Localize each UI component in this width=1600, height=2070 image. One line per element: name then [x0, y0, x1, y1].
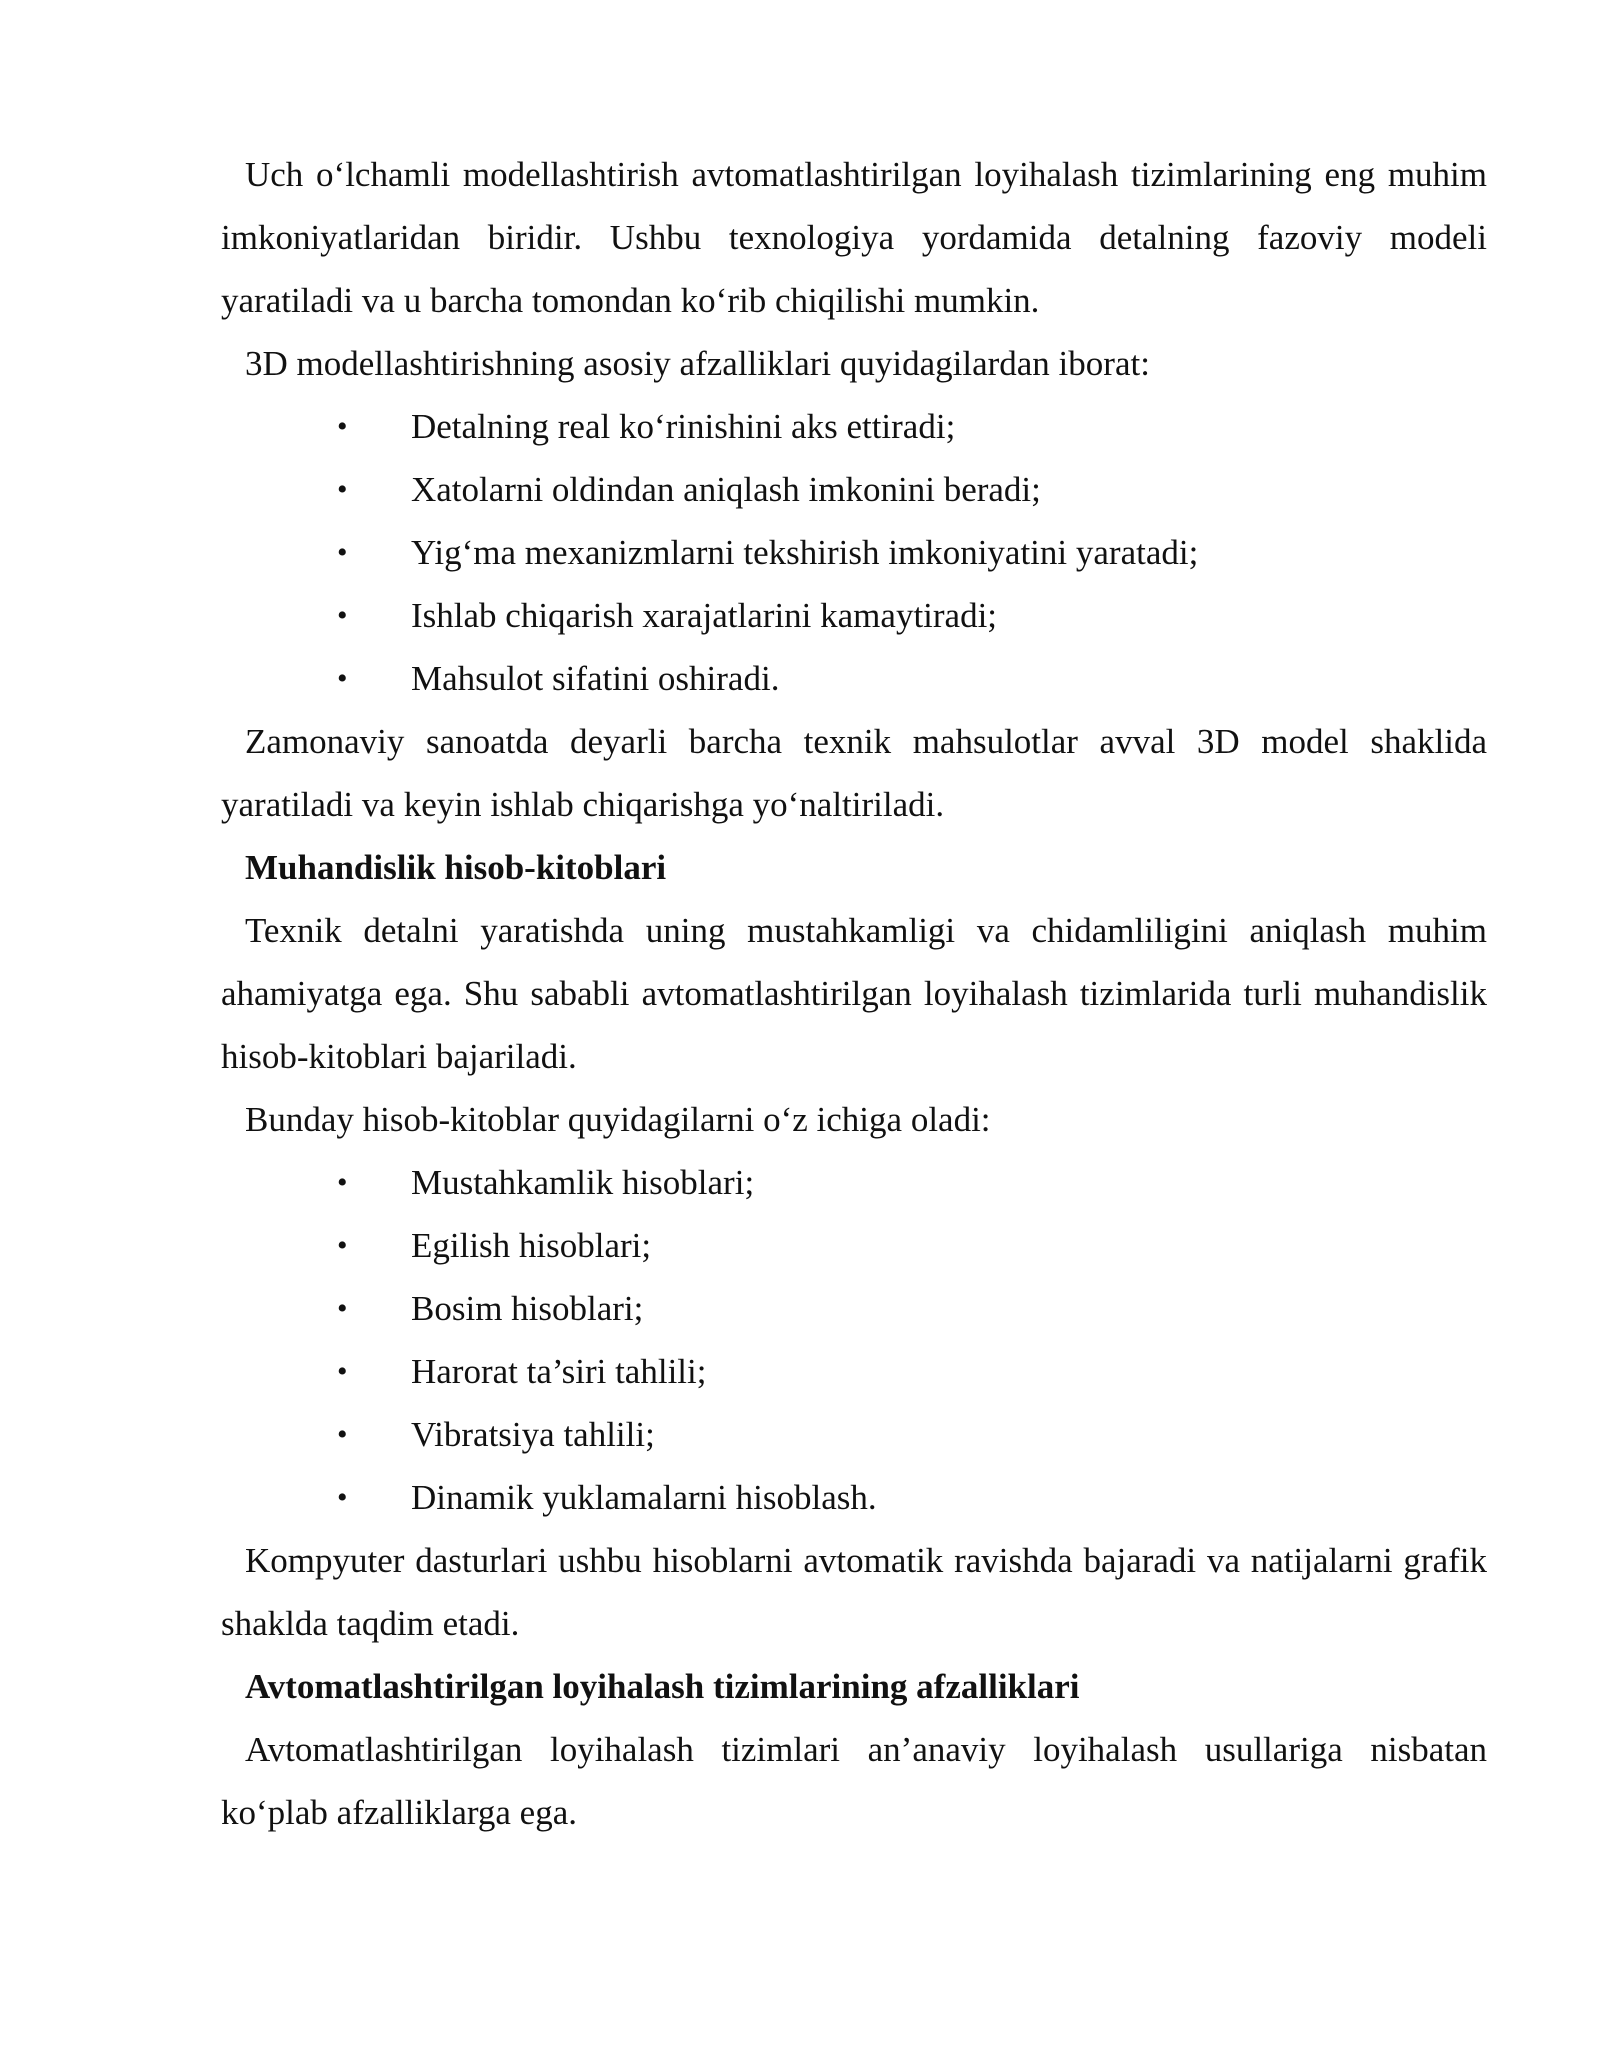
bullet-marker: •	[337, 1418, 348, 1451]
paragraph-3d-advantages-lead: 3D modellashtirishning asosiy afzalliklari quyidagilardan iborat:	[245, 344, 1150, 383]
list-item	[221, 1340, 1487, 1403]
paragraph-modern-industry: Zamonaviy sanoatda deyarli barcha texnik mahsulotlar avval 3D model shaklida yaratiladi va keyin ishlab chiqarishga yo‘naltiriladi.	[221, 722, 1487, 824]
list-item	[221, 647, 1487, 710]
list-item	[221, 1466, 1487, 1529]
list-item-text: Detalning real ko‘rinishini aks ettiradi;	[411, 407, 956, 446]
bullet-marker: •	[337, 473, 348, 506]
list-item	[221, 1214, 1487, 1277]
list-item-text: Egilish hisoblari;	[411, 1226, 652, 1265]
bullet-marker: •	[337, 1229, 348, 1262]
list-item	[221, 1151, 1487, 1214]
bullet-marker: •	[337, 1355, 348, 1388]
list-item	[221, 1277, 1487, 1340]
paragraph-engineering-calculations: Texnik detalni yaratishda uning mustahkamligi va chidamliligini aniqlash muhim ahamiyatga ega. Shu sababli avtomatlashtirilgan loyihalash tizimlarida turli muhandislik hisob-kitoblari bajariladi.	[221, 911, 1487, 1076]
list-item-text: Bosim hisoblari;	[411, 1289, 644, 1328]
list-item-text: Vibratsiya tahlili;	[411, 1415, 655, 1454]
bullet-marker: •	[337, 1292, 348, 1325]
section-heading-cad-advantages: Avtomatlashtirilgan loyihalash tizimlarining afzalliklari	[245, 1667, 1080, 1706]
list-item	[221, 395, 1487, 458]
list-item	[221, 521, 1487, 584]
list-calculation-types	[221, 1151, 1487, 1529]
bullet-marker: •	[337, 410, 348, 443]
paragraph-cad-advantages: Avtomatlashtirilgan loyihalash tizimlari an’anaviy loyihalash usullariga nisbatan ko‘plab afzalliklarga ega.	[221, 1730, 1487, 1832]
list-item-text: Ishlab chiqarish xarajatlarini kamaytiradi;	[411, 596, 998, 635]
list-3d-advantages	[221, 395, 1487, 710]
list-item-text: Mustahkamlik hisoblari;	[411, 1163, 755, 1202]
document-page	[221, 143, 1487, 1844]
paragraph-calculations-lead: Bunday hisob-kitoblar quyidagilarni o‘z ichiga oladi:	[245, 1100, 991, 1139]
bullet-marker: •	[337, 536, 348, 569]
list-item-text: Mahsulot sifatini oshiradi.	[411, 659, 780, 698]
list-item-text: Xatolarni oldindan aniqlash imkonini beradi;	[411, 470, 1041, 509]
paragraph-computer-programs: Kompyuter dasturlari ushbu hisoblarni avtomatik ravishda bajaradi va natijalarni grafik shaklda taqdim etadi.	[221, 1541, 1487, 1643]
bullet-marker: •	[337, 1481, 348, 1514]
list-item	[221, 458, 1487, 521]
bullet-marker: •	[337, 1166, 348, 1199]
list-item-text: Harorat ta’siri tahlili;	[411, 1352, 707, 1391]
section-heading-engineering-calculations: Muhandislik hisob-kitoblari	[245, 848, 667, 887]
list-item	[221, 1403, 1487, 1466]
list-item	[221, 584, 1487, 647]
list-item-text: Dinamik yuklamalarni hisoblash.	[411, 1478, 877, 1517]
list-item-text: Yig‘ma mexanizmlarni tekshirish imkoniyatini yaratadi;	[411, 533, 1199, 572]
bullet-marker: •	[337, 599, 348, 632]
bullet-marker: •	[337, 662, 348, 695]
paragraph-3d-modeling-intro: Uch o‘lchamli modellashtirish avtomatlashtirilgan loyihalash tizimlarining eng muhim imkoniyatlaridan biridir. Ushbu texnologiya yordamida detalning fazoviy modeli yaratiladi va u barcha tomondan ko‘rib chiqilishi mumkin.	[221, 155, 1487, 320]
